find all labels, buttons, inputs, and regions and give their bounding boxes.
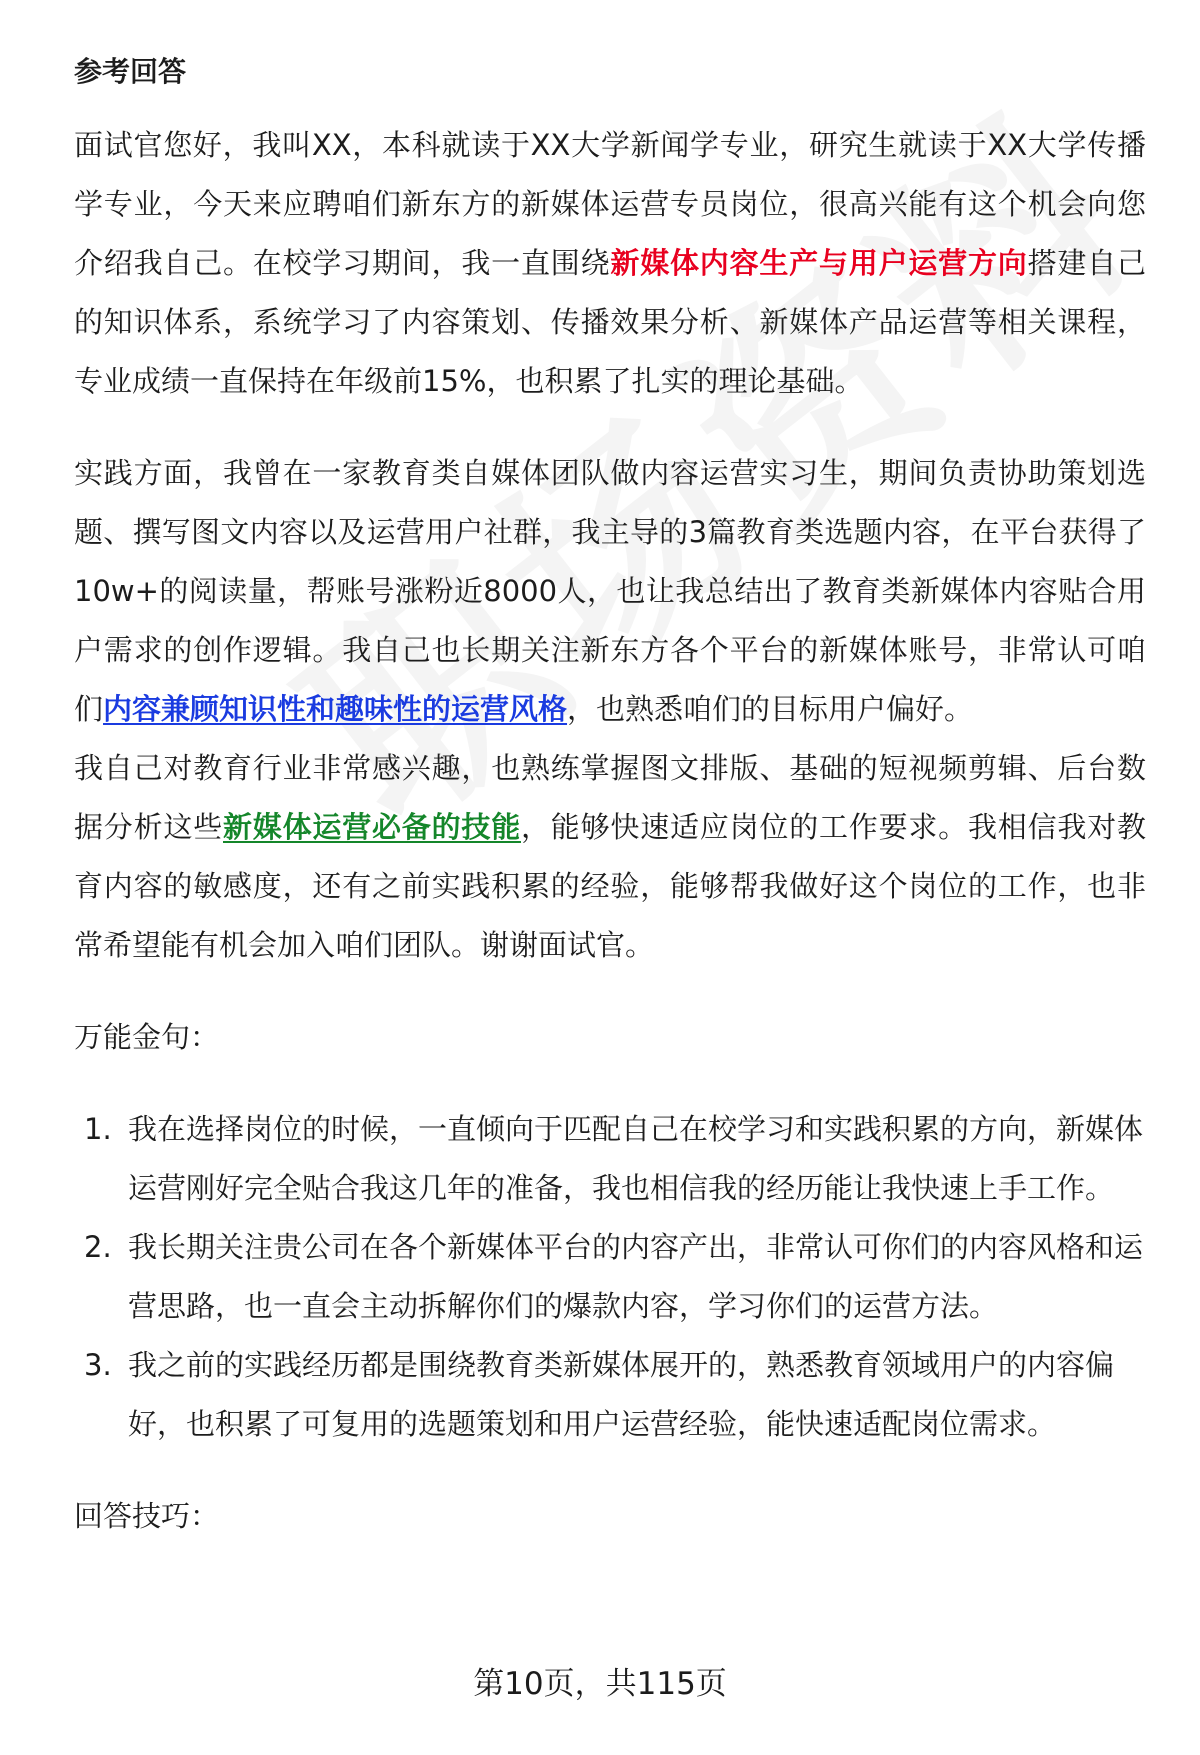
page-number: 第10页，共115页 [473,1666,727,1702]
intro-text-after: 搭建自己的知识体系，系统学习了内容策划、传播效果分析、新媒体产品运营等相关课程，专业成绩一直保持在年级前15%，也积累了扎实的理论基础。 [74,246,1146,398]
intro-paragraph [74,116,1146,411]
practice-highlight: 内容兼顾知识性和趣味性的运营风格 [103,692,568,726]
practice-text-after: ，也熟悉咱们的目标用户偏好。 [567,692,974,726]
skills-highlight: 新媒体运营必备的技能 [223,810,521,844]
list-item-text: 我在选择岗位的时候，一直倾向于匹配自己在校学习和实践积累的方向，新媒体运营刚好完全贴合我这几年的准备，我也相信我的经历能让我快速上手工作。 [128,1112,1144,1205]
list-item [74,1218,1146,1336]
practice-text-before: 实践方面，我曾在一家教育类自媒体团队做内容运营实习生，期间负责协助策划选题、撰写图文内容以及运营用户社群，我主导的3篇教育类选题内容，在平台获得了10w+的阅读量，帮账号涨粉近8000人，也让我总结出了教育类新媒体内容贴合用户需求的创作逻辑。我自己也长期关注新东方各个平台的新媒体账号，非常认可咱们 [74,456,1146,726]
list-item [74,1336,1146,1454]
list-item-number: 1. [84,1112,112,1146]
list-item-number: 3. [84,1348,112,1382]
list-item-number: 2. [84,1230,112,1264]
skills-text-after: ，能够快速适应岗位的工作要求。我相信我对教育内容的敏感度，还有之前实践积累的经验，能够帮我做好这个岗位的工作，也非常希望能有机会加入咱们团队。谢谢面试官。 [74,810,1146,962]
golden-sentences-label: 万能金句： [74,1020,220,1054]
list-item-text: 我长期关注贵公司在各个新媒体平台的内容产出，非常认可你们的内容风格和运营思路，也一直会主动拆解你们的爆款内容，学习你们的运营方法。 [128,1230,1144,1323]
document-content [74,52,1146,1546]
golden-sentences-list [74,1100,1146,1454]
intro-highlight: 新媒体内容生产与用户运营方向 [610,246,1028,280]
intro-text-before: 面试官您好，我叫XX，本科就读于XX大学新闻学专业，研究生就读于XX大学传播学专业，今天来应聘咱们新东方的新媒体运营专员岗位，很高兴能有这个机会向您介绍我自己。在校学习期间，我一直围绕 [74,128,1146,280]
list-item [74,1100,1146,1218]
section-heading: 参考回答 [74,55,187,88]
skills-paragraph [74,739,1146,975]
skills-text-before: 我自己对教育行业非常感兴趣，也熟练掌握图文排版、基础的短视频剪辑、后台数据分析这些 [74,751,1146,844]
list-item-text: 我之前的实践经历都是围绕教育类新媒体展开的，熟悉教育领域用户的内容偏好，也积累了可复用的选题策划和用户运营经验，能快速适配岗位需求。 [128,1348,1115,1441]
practice-paragraph [74,444,1146,739]
answer-tips-label: 回答技巧： [74,1499,220,1533]
